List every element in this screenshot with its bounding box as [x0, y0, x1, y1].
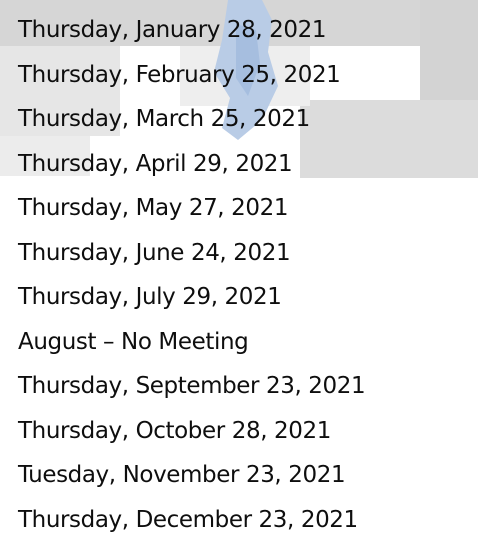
meeting-date-item: Thursday, February 25, 2021: [18, 61, 341, 88]
meeting-date-item: Thursday, March 25, 2021: [18, 106, 310, 132]
meeting-date-item: Thursday, October 28, 2021: [18, 417, 331, 444]
no-meeting-note: August – No Meeting: [18, 328, 249, 355]
meeting-date-item: Thursday, July 29, 2021: [18, 284, 282, 310]
meeting-date-item: Thursday, December 23, 2021: [18, 506, 358, 533]
meeting-date-item: Thursday, April 29, 2021: [18, 150, 293, 177]
meeting-date-item: Thursday, January 28, 2021: [18, 17, 327, 43]
meeting-date-item: Tuesday, November 23, 2021: [18, 462, 346, 488]
meeting-date-item: Thursday, September 23, 2021: [18, 373, 366, 399]
meeting-date-item: Thursday, June 24, 2021: [18, 239, 291, 266]
meeting-date-item: Thursday, May 27, 2021: [18, 195, 289, 221]
